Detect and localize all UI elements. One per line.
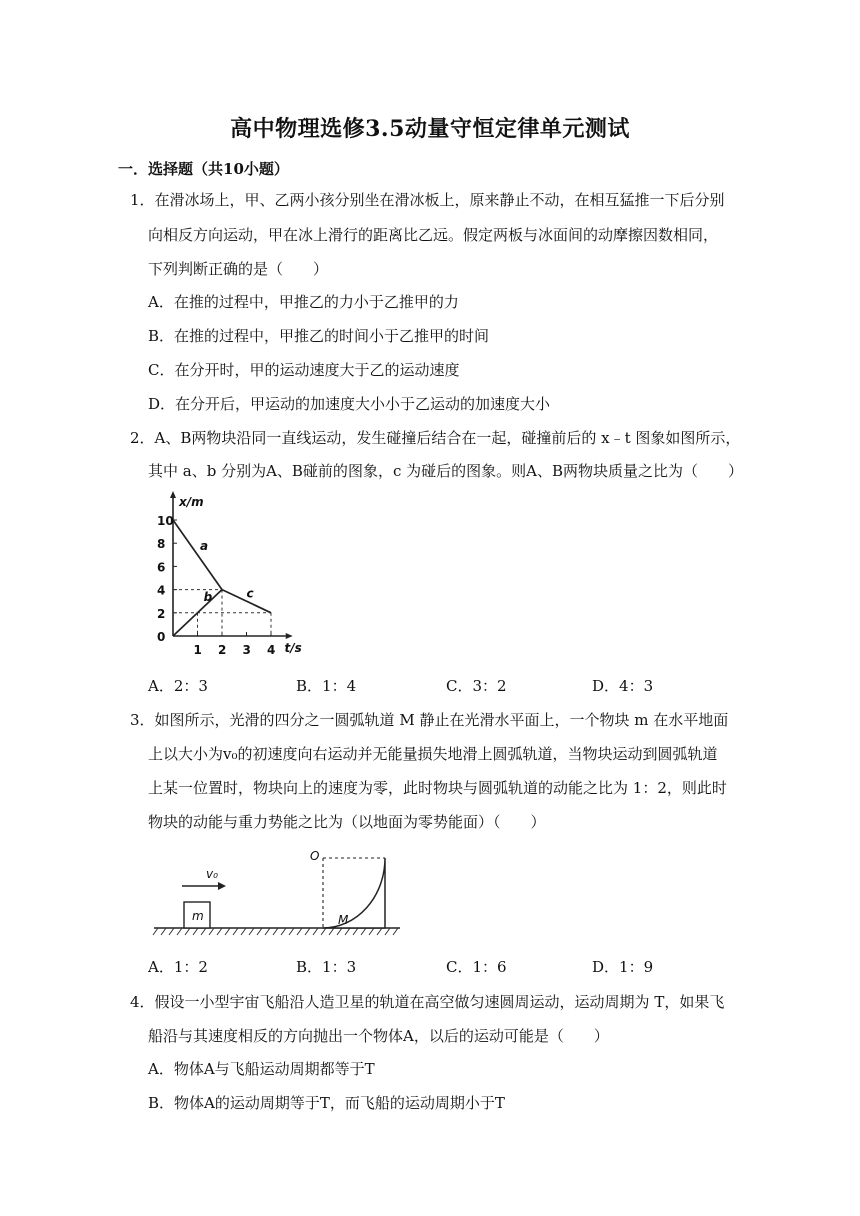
question-3-option-b: B．1：3 — [296, 958, 357, 976]
question-2-line-2: 其中 a、b 分别为A、B碰前的图象，c 为碰后的图象。则A、B两物块质量之比为（ ） — [148, 462, 743, 480]
y-axis-label: x/m — [179, 495, 204, 509]
series-label-b: b — [203, 590, 213, 605]
velocity-label: v₀ — [206, 867, 218, 881]
y-tick-label: 8 — [157, 537, 166, 552]
question-3-option-c: C．1：6 — [446, 958, 507, 976]
question-1-line-2: 向相反方向运动，甲在冰上滑行的距离比乙远。假定两板与冰面间的动摩擦因数相同， — [148, 226, 719, 244]
question-2-option-a: A．2：3 — [148, 677, 208, 695]
series-label-a: a — [199, 539, 209, 554]
track-figure — [150, 842, 410, 942]
question-2-line-1: 2．A、B两物块沿同一直线运动，发生碰撞后结合在一起，碰撞前后的 x﹣t 图象如图所示， — [130, 429, 741, 447]
xt-graph-figure — [148, 490, 318, 660]
question-2-option-d: D．4：3 — [592, 677, 654, 695]
y-tick-label: 10 — [157, 514, 174, 528]
x-axis-label: t/s — [284, 641, 302, 655]
question-3-option-d: D．1：9 — [592, 958, 654, 976]
question-3-line-1: 3．如图所示，光滑的四分之一圆弧轨道 M 静止在光滑水平面上，一个物块 m 在水平地面 — [130, 711, 729, 729]
question-3-line-4: 物块的动能与重力势能之比为（以地面为零势能面）（ ） — [148, 813, 546, 831]
y-axis-arrowhead — [170, 491, 176, 498]
center-label: O — [310, 849, 320, 863]
track-label: M — [338, 913, 349, 927]
x-tick-label: 1 — [193, 643, 202, 657]
x-tick-label: 3 — [242, 643, 251, 657]
question-1-option-a: A．在推的过程中，甲推乙的力小于乙推甲的力 — [148, 293, 459, 311]
section-heading: 一．选择题（共10小题） — [118, 160, 289, 178]
question-4-option-b: B．物体A的运动周期等于T，而飞船的运动周期小于T — [148, 1094, 505, 1112]
y-tick-label: 6 — [157, 560, 166, 575]
question-4-option-a: A．物体A与飞船运动周期都等于T — [148, 1060, 375, 1078]
question-4-line-1: 4．假设一小型宇宙飞船沿人造卫星的轨道在高空做匀速圆周运动，运动周期为 T，如果飞 — [130, 993, 725, 1011]
velocity-arrowhead — [218, 882, 226, 890]
x-tick-label: 2 — [218, 643, 227, 657]
question-4-line-2: 船沿与其速度相反的方向抛出一个物体A，以后的运动可能是（ ） — [148, 1027, 609, 1045]
block-label: m — [192, 909, 204, 923]
page-title: 高中物理选修3.5动量守恒定律单元测试 — [230, 116, 630, 142]
question-3-option-a: A．1：2 — [148, 958, 208, 976]
x-tick-label: 4 — [267, 643, 276, 657]
question-2-option-c: C．3：2 — [446, 677, 507, 695]
question-3-line-3: 上某一位置时，物块向上的速度为零，此时物块与圆弧轨道的动能之比为 1：2，则此时 — [148, 779, 727, 797]
question-3-line-2: 上以大小为v₀的初速度向右运动并无能量损失地滑上圆弧轨道，当物块运动到圆弧轨道 — [148, 745, 718, 763]
quarter-circle-track — [323, 858, 385, 928]
y-tick-label: 4 — [157, 583, 166, 598]
question-1-option-d: D．在分开后，甲运动的加速度大小小于乙运动的加速度大小 — [148, 395, 551, 413]
question-1-line-3: 下列判断正确的是（ ） — [148, 260, 329, 278]
ground-hatching — [153, 928, 398, 935]
question-1-option-b: B．在推的过程中，甲推乙的时间小于乙推甲的时间 — [148, 327, 490, 345]
question-1-option-c: C．在分开时，甲的运动速度大于乙的运动速度 — [148, 361, 460, 379]
y-tick-label: 0 — [157, 630, 166, 644]
series-line-a — [173, 520, 222, 590]
question-2-option-b: B．1：4 — [296, 677, 357, 695]
series-label-c: c — [246, 586, 254, 601]
x-axis-arrowhead — [286, 633, 293, 639]
y-tick-label: 2 — [157, 606, 166, 621]
question-1-line-1: 1．在滑冰场上，甲、乙两小孩分别坐在滑冰板上，原来静止不动，在相互猛推一下后分别 — [130, 191, 725, 209]
